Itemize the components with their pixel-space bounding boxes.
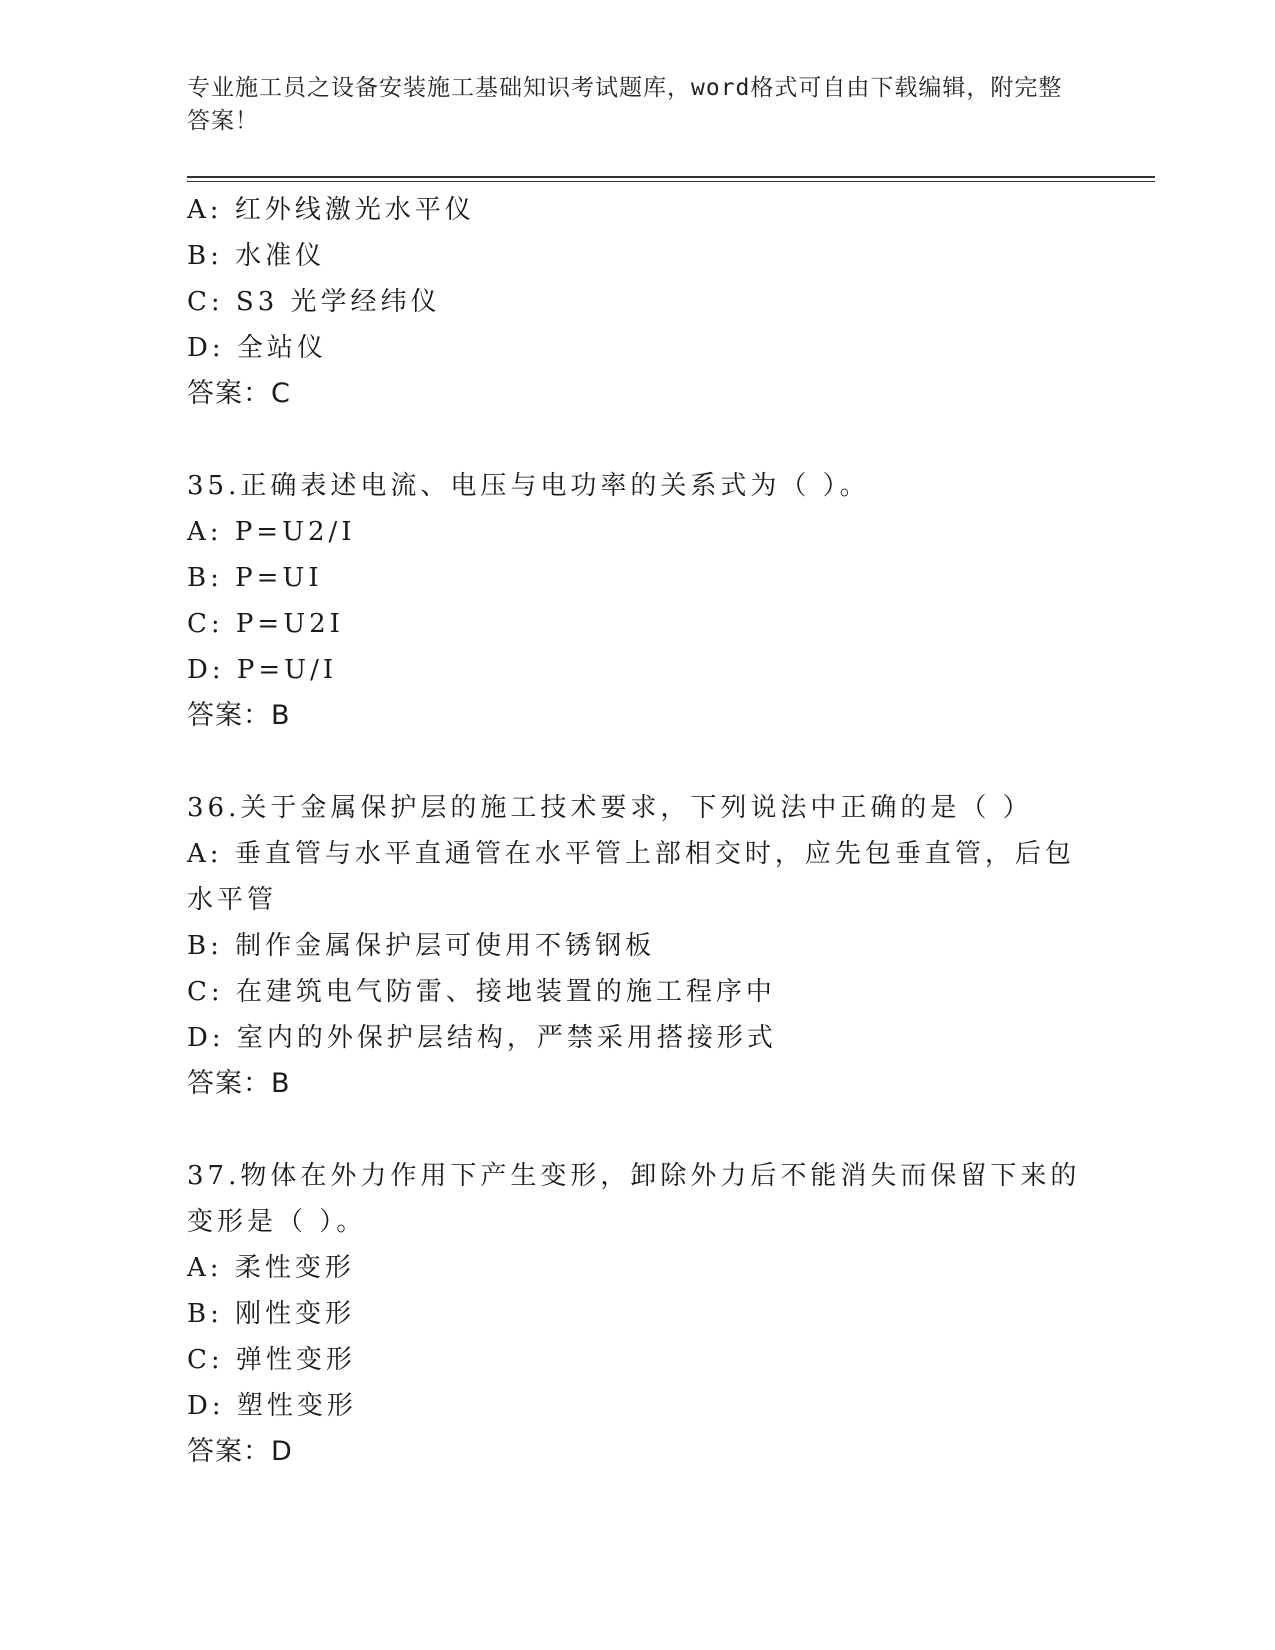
option-letter: B: (187, 563, 223, 593)
option-letter: D: (187, 655, 225, 685)
prev-question-block (187, 187, 1087, 417)
option-text: S3 光学经纬仪 (235, 287, 441, 317)
option-letter: C: (187, 977, 224, 1007)
option-c (187, 1337, 1087, 1383)
option-c (187, 279, 1087, 325)
option-c (187, 601, 1087, 647)
option-letter: D: (187, 1391, 225, 1421)
option-a (187, 831, 1087, 923)
option-d (187, 325, 1087, 371)
option-d (187, 1015, 1087, 1061)
question-stem: 35.正确表述电流、电压与电功率的关系式为（ ）。 (187, 471, 870, 501)
option-text: 在建筑电气防雷、接地装置的施工程序中 (235, 977, 776, 1007)
option-text: P=UI (235, 563, 323, 593)
option-b (187, 923, 1087, 969)
option-letter: A: (187, 195, 223, 225)
option-letter: A: (187, 517, 223, 547)
option-b (187, 1291, 1087, 1337)
question-35 (187, 463, 1087, 739)
option-b (187, 233, 1087, 279)
option-d (187, 1383, 1087, 1429)
option-a (187, 187, 1087, 233)
question-37 (187, 1153, 1087, 1475)
option-text: 室内的外保护层结构，严禁采用搭接形式 (236, 1023, 777, 1053)
option-text: 刚性变形 (235, 1299, 356, 1329)
option-text: P=U2I (235, 609, 344, 639)
option-letter: A: (187, 839, 223, 869)
option-c (187, 969, 1087, 1015)
question-stem: 36.关于金属保护层的施工技术要求，下列说法中正确的是（ ） (187, 793, 1033, 823)
question-36 (187, 785, 1087, 1107)
option-a (187, 1245, 1087, 1291)
option-letter: D: (187, 333, 225, 363)
document-body (187, 187, 1087, 1475)
option-text: P=U/I (236, 655, 338, 685)
option-text: P=U2/I (234, 517, 356, 547)
option-letter: C: (187, 1345, 224, 1375)
option-a (187, 509, 1087, 555)
option-d (187, 647, 1087, 693)
option-text: 柔性变形 (234, 1253, 355, 1283)
answer-line: 答案：B (187, 700, 291, 731)
option-letter: C: (187, 287, 224, 317)
option-text: 水准仪 (235, 241, 326, 271)
page-header: 专业施工员之设备安装施工基础知识考试题库，word格式可自由下载编辑，附完整答案！ (187, 75, 1063, 134)
option-text: 塑性变形 (236, 1391, 357, 1421)
answer-line: 答案：C (187, 378, 291, 409)
option-letter: B: (187, 1299, 223, 1329)
option-text: 红外线激光水平仪 (234, 195, 475, 225)
option-text: 全站仪 (236, 333, 327, 363)
option-letter: A: (187, 1253, 223, 1283)
question-stem: 37.物体在外力作用下产生变形，卸除外力后不能消失而保留下来的变形是（ ）。 (187, 1161, 1081, 1237)
option-letter: B: (187, 241, 223, 271)
option-letter: D: (187, 1023, 225, 1053)
answer-line: 答案：B (187, 1068, 291, 1099)
option-text: 制作金属保护层可使用不锈钢板 (235, 931, 656, 961)
option-letter: B: (187, 931, 223, 961)
header-divider (187, 176, 1155, 182)
option-text: 垂直管与水平直通管在水平管上部相交时，应先包垂直管，后包水平管 (187, 839, 1075, 915)
answer-line: 答案：D (187, 1436, 293, 1467)
option-letter: C: (187, 609, 224, 639)
option-b (187, 555, 1087, 601)
option-text: 弹性变形 (235, 1345, 356, 1375)
